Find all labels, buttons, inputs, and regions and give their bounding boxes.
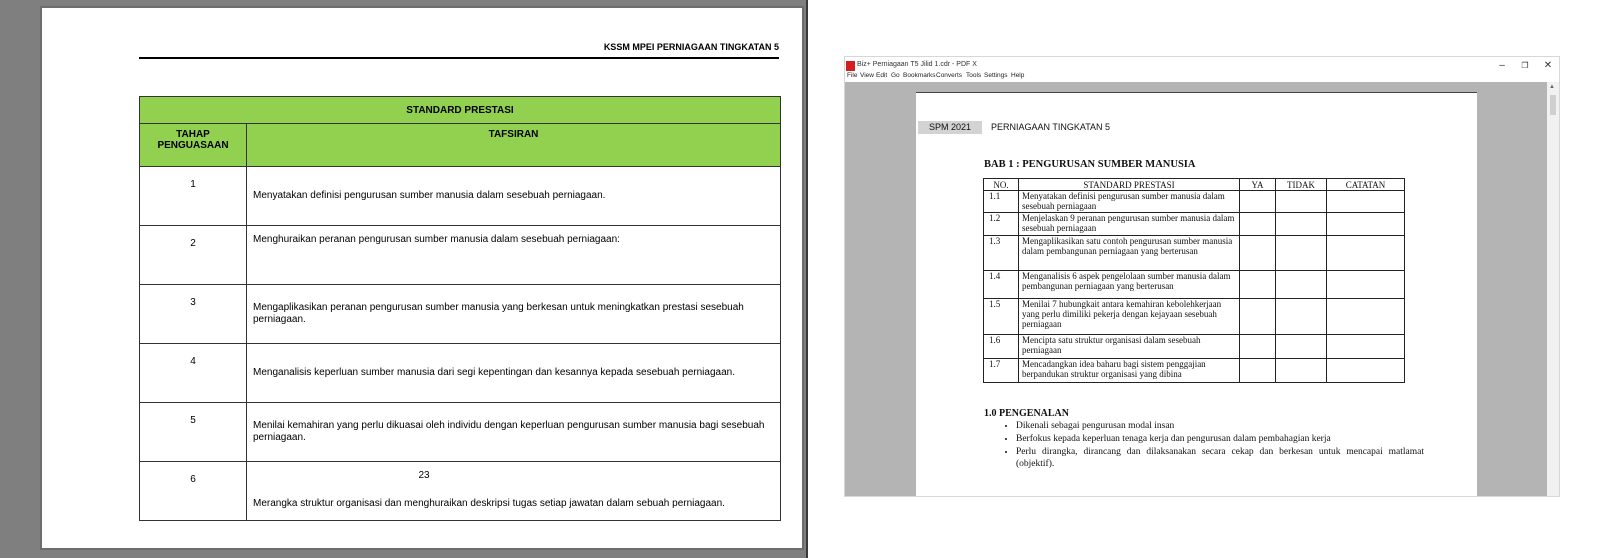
tidak-cell bbox=[1276, 359, 1327, 383]
col-header-tidak: TIDAK bbox=[1276, 179, 1327, 191]
scroll-up-icon[interactable]: ▲ bbox=[1549, 84, 1555, 90]
row-number: 1.2 bbox=[984, 213, 1019, 236]
row-text: Menilai 7 hubungkait antara kemahiran kebolehkerjaan yang perlu dimiliki pekerja dengan kejayaan sesebuah perniagaan bbox=[1019, 299, 1240, 335]
level-cell: 5 bbox=[140, 403, 247, 462]
menu-view[interactable]: View bbox=[860, 72, 874, 79]
ya-cell bbox=[1240, 299, 1276, 335]
description-cell: Menganalisis keperluan sumber manusia dari segi kepentingan dan kesannya kepada sesebuah perniagaan. bbox=[247, 344, 781, 403]
menu-edit[interactable]: Edit bbox=[876, 72, 888, 79]
description-cell: Merangka struktur organisasi dan menghuraikan deskripsi tugas setiap jawatan dalam sebuah perniagaan. bbox=[247, 462, 781, 521]
description-cell: Menyatakan definisi pengurusan sumber manusia dalam sesebuah perniagaan. bbox=[247, 167, 781, 226]
tidak-cell bbox=[1276, 191, 1327, 213]
row-number: 1.4 bbox=[984, 271, 1019, 299]
table-title: STANDARD PRESTASI bbox=[140, 97, 781, 124]
ya-cell bbox=[1240, 335, 1276, 359]
table-row bbox=[140, 226, 781, 285]
table-row bbox=[984, 299, 1405, 335]
standard-prestasi-table bbox=[139, 96, 781, 521]
row-number: 1.6 bbox=[984, 335, 1019, 359]
row-number: 1.7 bbox=[984, 359, 1019, 383]
catatan-cell bbox=[1327, 335, 1405, 359]
tidak-cell bbox=[1276, 236, 1327, 271]
row-text: Menyatakan definisi pengurusan sumber manusia dalam sesebuah perniagaan bbox=[1019, 191, 1240, 213]
ya-cell bbox=[1240, 271, 1276, 299]
row-text: Mencadangkan idea baharu bagi sistem penggajian berpandukan struktur organisasi yang dibina bbox=[1019, 359, 1240, 383]
chapter-title: BAB 1 : PENGURUSAN SUMBER MANUSIA bbox=[984, 159, 1196, 170]
list-item: • Dikenali sebagai pengurusan modal insan bbox=[1016, 420, 1424, 432]
description-cell: Menghuraikan peranan pengurusan sumber manusia dalam sesebuah perniagaan: bbox=[247, 226, 781, 285]
tidak-cell bbox=[1276, 271, 1327, 299]
table-row bbox=[140, 344, 781, 403]
catatan-cell bbox=[1327, 191, 1405, 213]
description-cell: Mengaplikasikan peranan pengurusan sumber manusia yang berkesan untuk meningkatkan prestasi sesebuah perniagaan. bbox=[247, 285, 781, 344]
pdf-page bbox=[916, 92, 1477, 496]
row-text: Mengaplikasikan satu contoh pengurusan sumber manusia dalam pembangunan perniagaan yang berterusan bbox=[1019, 236, 1240, 271]
row-number: 1.1 bbox=[984, 191, 1019, 213]
col-header-no: NO. bbox=[984, 179, 1019, 191]
checklist-table bbox=[983, 178, 1405, 383]
table-row bbox=[984, 191, 1405, 213]
window-title: Biz+ Perniagaan T5 Jilid 1.cdr - PDF X bbox=[857, 61, 977, 68]
catatan-cell bbox=[1327, 271, 1405, 299]
table-row bbox=[984, 359, 1405, 383]
page-top-rule bbox=[916, 92, 1477, 93]
page-header: KSSM MPEI PERNIAGAAN TINGKATAN 5 bbox=[603, 42, 779, 52]
section-title: 1.0 PENGENALAN bbox=[984, 408, 1070, 419]
row-number: 1.5 bbox=[984, 299, 1019, 335]
document-viewport[interactable] bbox=[845, 82, 1559, 496]
table-row bbox=[984, 271, 1405, 299]
list-item: • Perlu dirangka, dirancang dan dilaksanakan secara cekap dan berkesan untuk mencapai matlamat (objektif). bbox=[1016, 446, 1424, 470]
catatan-cell bbox=[1327, 236, 1405, 271]
spm-label: SPM 2021 bbox=[918, 121, 982, 134]
row-text: Menjelaskan 9 peranan pengurusan sumber manusia dalam sesebuah perniagaan bbox=[1019, 213, 1240, 236]
table-row bbox=[984, 335, 1405, 359]
ya-cell bbox=[1240, 191, 1276, 213]
tidak-cell bbox=[1276, 335, 1327, 359]
level-cell: 6 bbox=[140, 462, 247, 521]
col-header-tahap: TAHAP PENGUASAAN bbox=[140, 124, 247, 167]
level-cell: 1 bbox=[140, 167, 247, 226]
table-row bbox=[140, 403, 781, 462]
pdf-viewer-window bbox=[844, 56, 1560, 497]
table-row bbox=[140, 285, 781, 344]
menu-go[interactable]: Go bbox=[891, 72, 900, 79]
screen-divider bbox=[806, 0, 808, 558]
tidak-cell bbox=[1276, 299, 1327, 335]
page-number: 23 bbox=[418, 470, 430, 481]
menu-bookmarks[interactable]: Bookmarks bbox=[903, 72, 936, 79]
col-header-ya: YA bbox=[1240, 179, 1276, 191]
level-cell: 4 bbox=[140, 344, 247, 403]
col-header-standard: STANDARD PRESTASI bbox=[1019, 179, 1240, 191]
menu-settings[interactable]: Settings bbox=[984, 72, 1008, 79]
level-cell: 3 bbox=[140, 285, 247, 344]
row-text: Menganalisis 6 aspek pengelolaan sumber manusia dalam pembangunan perniagaan yang berterusan bbox=[1019, 271, 1240, 299]
list-item: • Berfokus kepada keperluan tenaga kerja dan pengurusan dalam pembahagian kerja bbox=[1016, 433, 1424, 445]
scroll-thumb[interactable] bbox=[1550, 95, 1556, 115]
tidak-cell bbox=[1276, 213, 1327, 236]
close-button[interactable]: ✕ bbox=[1543, 60, 1553, 71]
table-row bbox=[984, 236, 1405, 271]
header-rule bbox=[139, 57, 779, 59]
menu-help[interactable]: Help bbox=[1011, 72, 1025, 79]
menu-file[interactable]: File bbox=[847, 72, 858, 79]
minimize-button[interactable]: – bbox=[1499, 60, 1505, 71]
catatan-cell bbox=[1327, 213, 1405, 236]
ya-cell bbox=[1240, 359, 1276, 383]
col-header-catatan: CATATAN bbox=[1327, 179, 1405, 191]
pdf-app-icon bbox=[846, 61, 855, 71]
description-cell: Menilai kemahiran yang perlu dikuasai oleh individu dengan keperluan pengurusan sumber manusia bagi sesebuah perniagaan. bbox=[247, 403, 781, 462]
document-page bbox=[40, 6, 804, 550]
col-header-tafsiran: TAFSIRAN bbox=[247, 124, 781, 167]
menu-converts[interactable]: Converts bbox=[936, 72, 963, 79]
ya-cell bbox=[1240, 236, 1276, 271]
ya-cell bbox=[1240, 213, 1276, 236]
bullet-list bbox=[1000, 420, 1424, 471]
catatan-cell bbox=[1327, 299, 1405, 335]
table-row bbox=[984, 213, 1405, 236]
row-text: Mencipta satu struktur organisasi dalam sesebuah perniagaan bbox=[1019, 335, 1240, 359]
level-cell: 2 bbox=[140, 226, 247, 285]
row-number: 1.3 bbox=[984, 236, 1019, 271]
restore-button[interactable]: ❐ bbox=[1521, 61, 1529, 70]
vertical-scrollbar[interactable] bbox=[1547, 82, 1559, 496]
menu-tools[interactable]: Tools bbox=[966, 72, 982, 79]
spm-title: PERNIAGAAN TINGKATAN 5 bbox=[991, 122, 1111, 132]
catatan-cell bbox=[1327, 359, 1405, 383]
table-row bbox=[140, 167, 781, 226]
